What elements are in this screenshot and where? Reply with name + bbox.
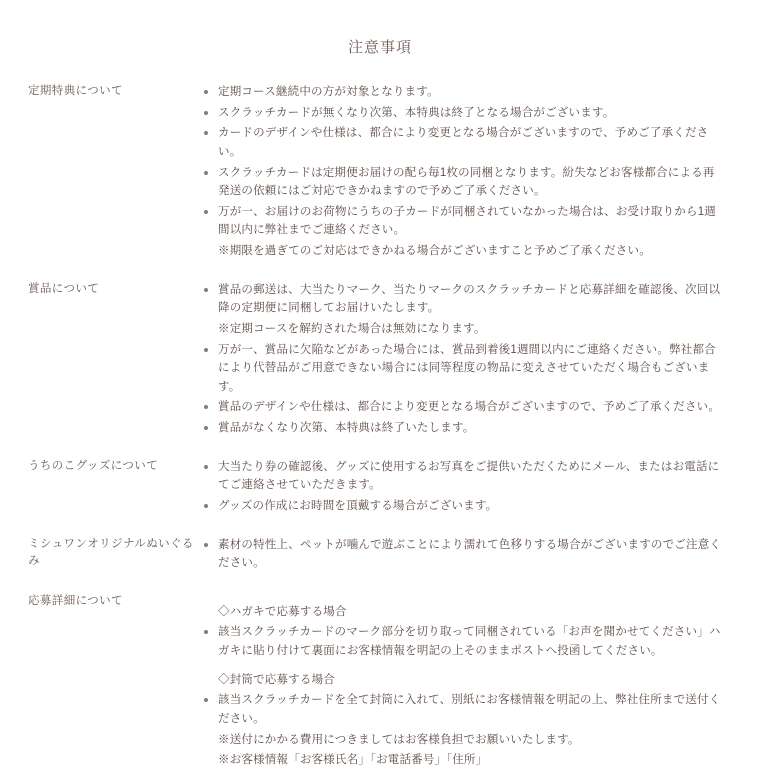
section-body [202, 281, 736, 440]
list-item: スクラッチカードが無くなり次第、本特典は終了となる場合がございます。 [202, 104, 726, 123]
section-label: うちのこグッズについて [28, 459, 159, 472]
section-label: 賞品について [28, 282, 100, 295]
section-body [202, 83, 736, 263]
notice-list [202, 83, 726, 261]
list-item: ※送付にかかる費用につきましてはお客様負担でお願いいたします。 [218, 733, 580, 746]
list-subheading: ◇ハガキで応募する場合 [218, 605, 347, 618]
sections-container [24, 83, 736, 772]
notice-section [24, 281, 736, 440]
list-item: ※定期コースを解約された場合は無効になります。 [218, 322, 486, 335]
list-item: 賞品のデザインや仕様は、都合により変更となる場合がございますので、予めご了承ください。 [202, 398, 726, 417]
notice-section [24, 458, 736, 518]
notice-list [202, 603, 726, 770]
list-item: 素材の特性上、ペットが噛んで遊ぶことにより濡れて色移りする場合がございますのでご注意ください。 [202, 536, 726, 573]
section-label: ミシュワンオリジナルぬいぐるみ [28, 537, 194, 568]
notice-section [24, 593, 736, 772]
list-item: 大当たり券の確認後、グッズに使用するお写真をご提供いただくためにメール、またはお電話にてご連絡させていただきます。 [202, 458, 726, 495]
list-item: 賞品の郵送は、大当たりマーク、当たりマークのスクラッチカードと応募詳細を確認後、次回以降の定期便に同梱してお届けいたします。 [202, 281, 726, 318]
list-item: カードのデザインや仕様は、都合により変更となる場合がございますので、予めご了承ください。 [202, 124, 726, 161]
list-subheading: ◇封筒で応募する場合 [218, 673, 335, 686]
section-body [202, 593, 736, 772]
list-item: グッズの作成にお時間を頂戴する場合がございます。 [202, 497, 726, 516]
notice-list [202, 458, 726, 516]
page-title: 注意事項 [347, 39, 412, 56]
notice-list [202, 536, 726, 573]
notice-section [24, 83, 736, 263]
list-item: 賞品がなくなり次第、本特典は終了いたします。 [202, 419, 726, 438]
section-label: 定期特典について [28, 85, 123, 97]
notice-list [202, 281, 726, 438]
list-item: 万が一、賞品に欠陥などがあった場合には、賞品到着後1週間以内にご連絡ください。弊社都合により代替品がご用意できない場合には同等程度の物品に変えさせていただく場合もございます。 [202, 341, 726, 397]
section-body [202, 458, 736, 518]
section-body [202, 536, 736, 575]
list-item: 該当スクラッチカードを全て封筒に入れて、別紙にお客様情報を明記の上、弊社住所まで送付ください。 [202, 691, 726, 728]
notice-section [24, 536, 736, 575]
list-item: ※お客様情報「お客様氏名」「お電話番号」「住所」 [218, 754, 488, 767]
list-item: 定期コース継続中の方が対象となります。 [202, 83, 726, 102]
list-item: スクラッチカードは定期便お届けの配ら毎1枚の同梱となります。紛失などお客様都合による再発送の依頼にはご対応できかねますので予めご了承ください。 [202, 164, 726, 201]
list-item: ※期限を過ぎてのご対応はできかねる場合がございますこと予めご了承ください。 [218, 245, 651, 257]
list-item: 万が一、お届けのお荷物にうちの子カードが同梱されていなかった場合は、お受け取りから1週間以内に弊社までご連絡ください。 [202, 203, 726, 240]
section-label: 応募詳細について [28, 594, 123, 607]
list-item: 該当スクラッチカードのマーク部分を切り取って同梱されている「お声を聞かせてください」ハガキに貼り付けて裏面にお客様情報を明記の上そのままポストへ投函してください。 [202, 623, 726, 660]
